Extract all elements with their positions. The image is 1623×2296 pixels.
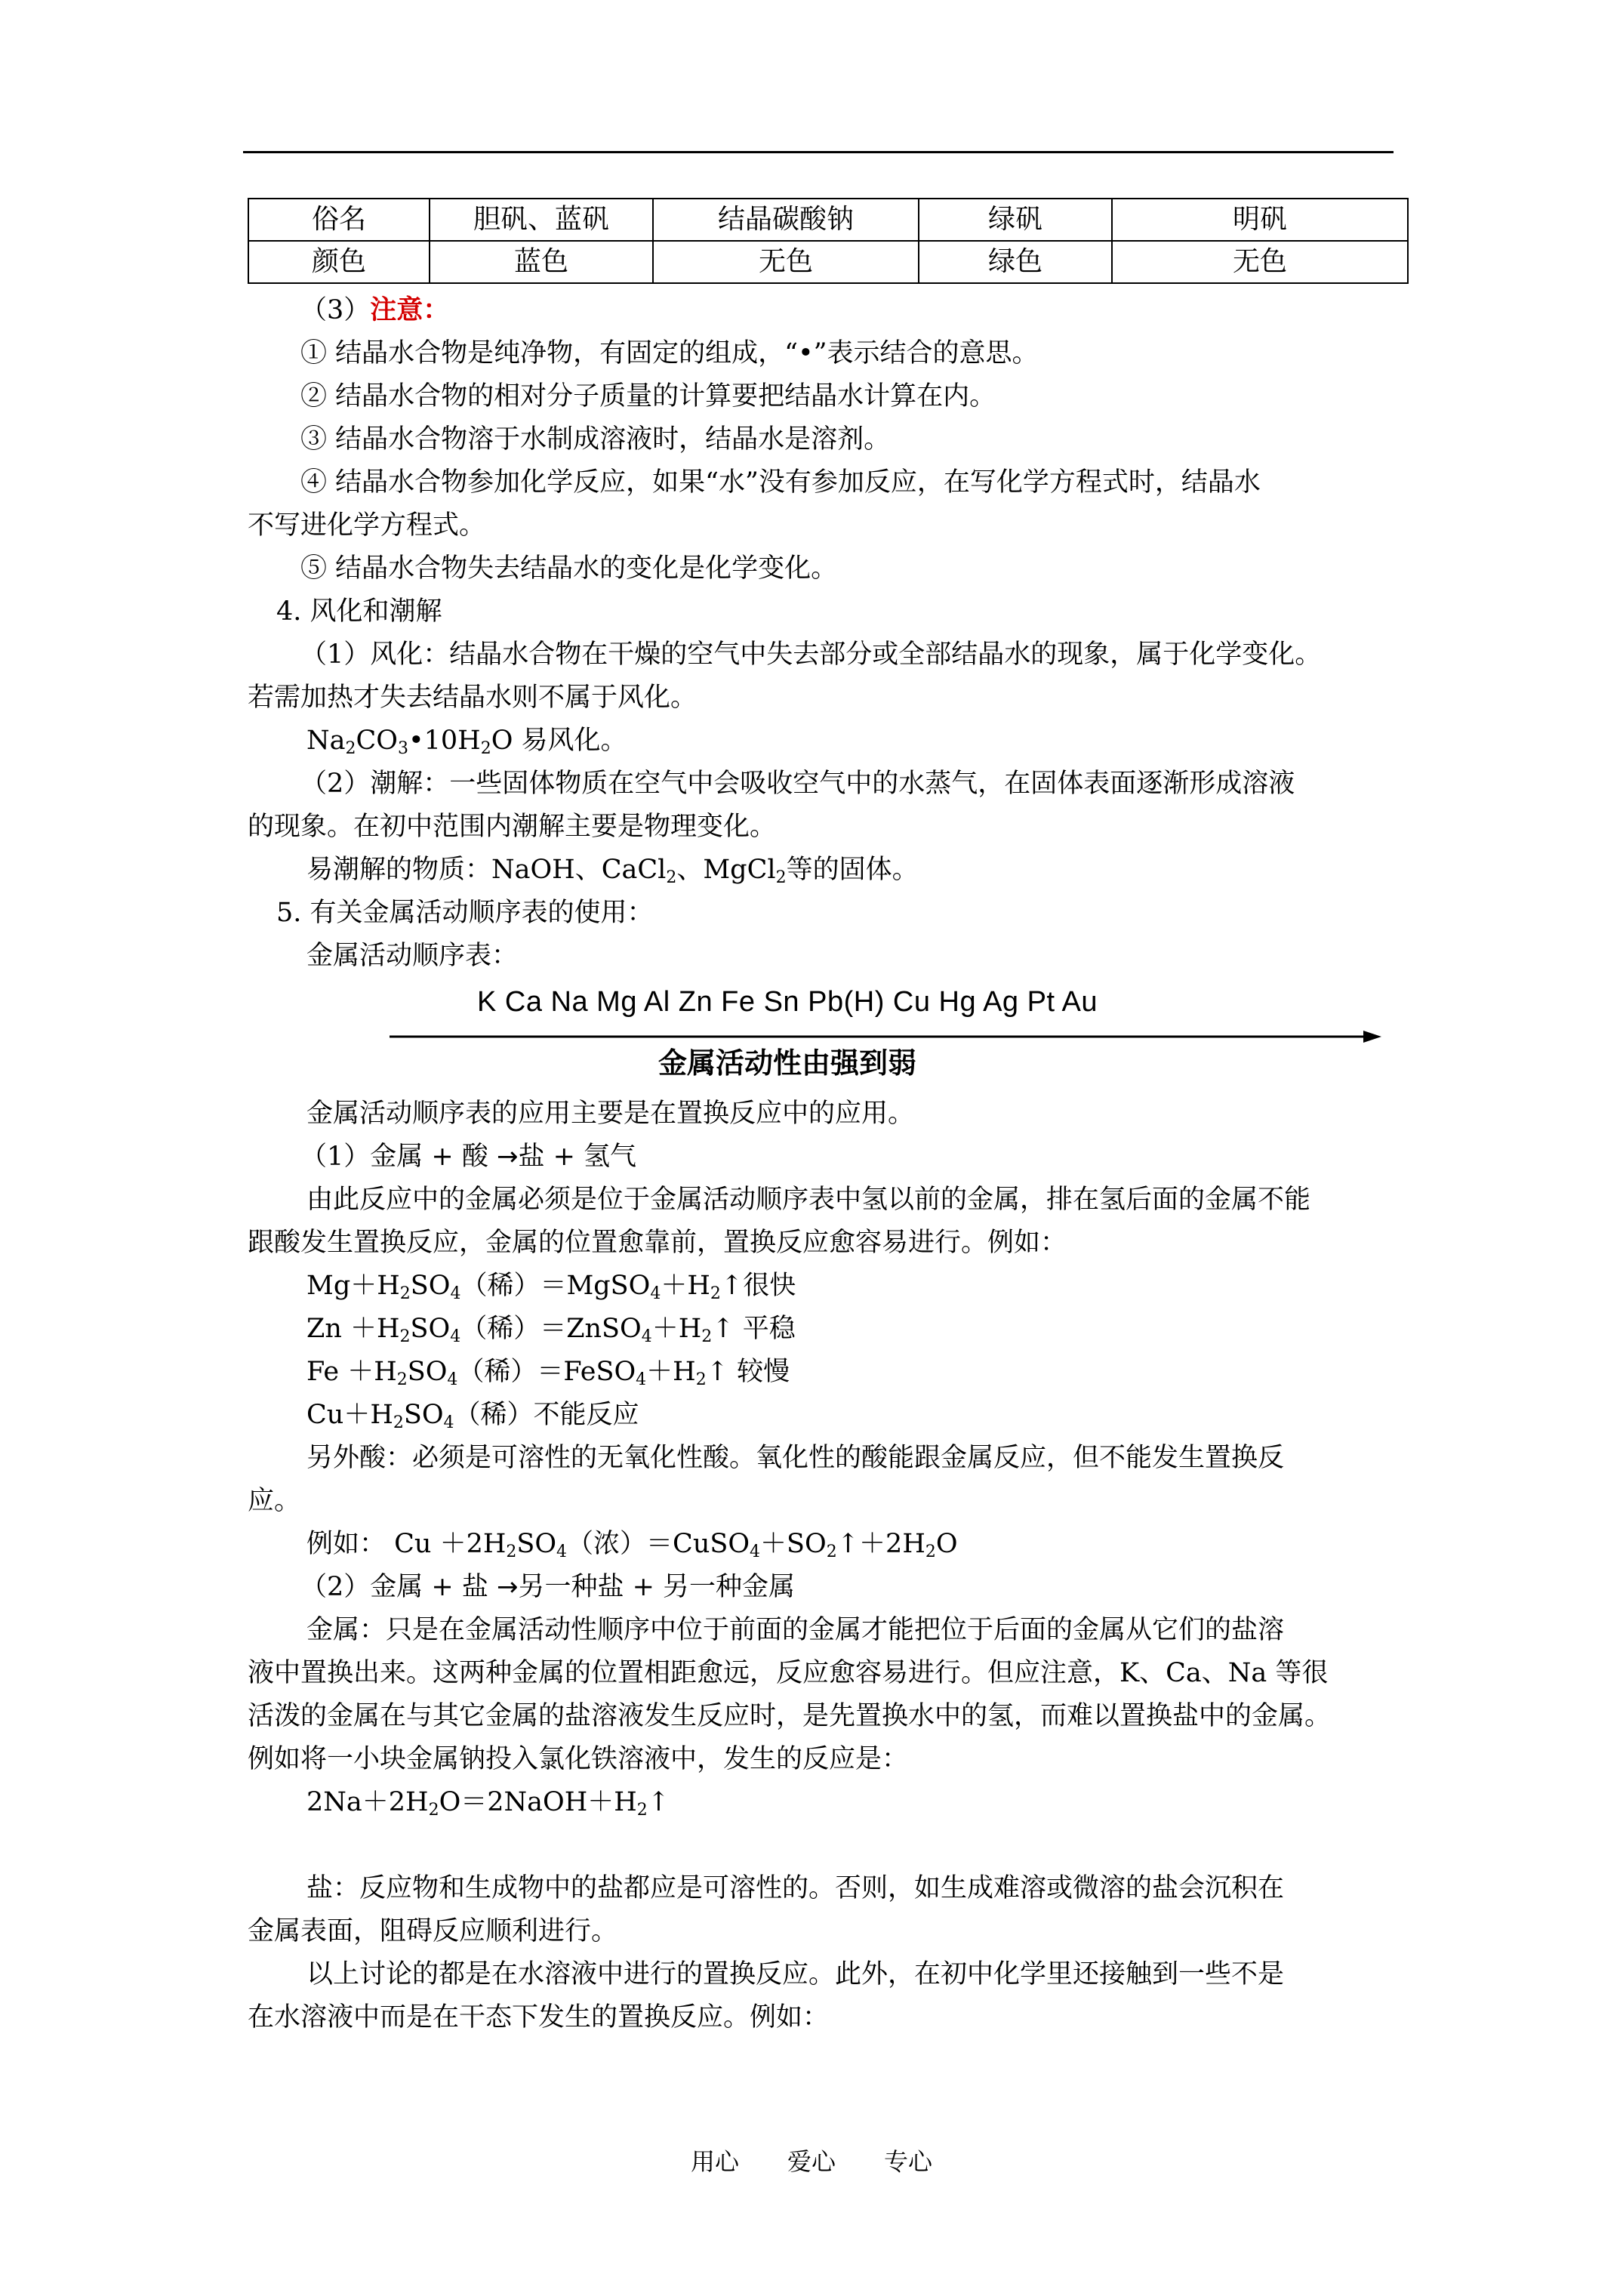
- paragraph: 在水溶液中而是在干态下发生的置换反应。例如：: [248, 2002, 830, 2032]
- paragraph: 例如将一小块金属钠投入氯化铁溶液中，发生的反应是：: [248, 1744, 909, 1774]
- table-cell: 胆矾、蓝矾: [430, 199, 653, 241]
- paragraph: 跟酸发生置换反应，金属的位置愈靠前，置换反应愈容易进行。例如：: [248, 1228, 1067, 1258]
- paragraph: 盐：反应物和生成物中的盐都应是可溶性的。否则，如生成难溶或微溶的盐会沉积在: [306, 1873, 1285, 1903]
- table-cell: 无色: [653, 241, 919, 283]
- paragraph: 另外酸：必须是可溶性的无氧化性酸。氧化性的酸能跟金属反应，但不能发生置换反: [306, 1443, 1285, 1473]
- note-item: ④ 结晶水合物参加化学反应，如果“水”没有参加反应，在写化学方程式时，结晶水: [300, 467, 1261, 498]
- paragraph: 金属：只是在金属活动性顺序中位于前面的金属才能把位于后面的金属从它们的盐溶: [306, 1615, 1285, 1645]
- paragraph: 金属表面，阻碍反应顺利进行。: [248, 1916, 618, 1946]
- paragraph: 活泼的金属在与其它金属的盐溶液发生反应时，是先置换水中的氢，而难以置换盐中的金属。: [248, 1701, 1332, 1731]
- activity-series-caption: 金属活动性由强到弱: [658, 1048, 916, 1080]
- paragraph: 由此反应中的金属必须是位于金属活动顺序表中氢以前的金属，排在氢后面的金属不能: [306, 1185, 1311, 1215]
- formula-line: 易潮解的物质：NaOH、CaCl$_2$、MgCl$_2$等的固体。: [306, 855, 919, 887]
- paragraph: 的现象。在初中范围内潮解主要是物理变化。: [248, 812, 777, 842]
- equation-na: $2Na+2H_2O=2NaOH+H_2↑$: [306, 1787, 670, 1820]
- page-content: [248, 198, 1407, 2039]
- arrow-icon: →: [496, 1142, 519, 1172]
- footer-text: 专心: [884, 2147, 933, 2176]
- activity-series-figure: [248, 979, 1407, 1093]
- table-row: [248, 241, 1408, 283]
- page-footer: [0, 2143, 1623, 2177]
- paragraph: 若需加热才失去结晶水则不属于风化。: [248, 683, 698, 713]
- equation-cu: $Cu+H_2SO_4$（稀）不能反应: [306, 1400, 639, 1432]
- note-item: ⑤ 结晶水合物失去结晶水的变化是化学变化。: [300, 553, 838, 584]
- paragraph: 金属活动顺序表的应用主要是在置换反应中的应用。: [306, 1099, 915, 1129]
- section-heading: 5. 有关金属活动顺序表的使用：: [276, 898, 654, 928]
- header-rule: [243, 151, 1394, 153]
- table-row: [248, 199, 1408, 241]
- note-item: ② 结晶水合物的相对分子质量的计算要把结晶水计算在内。: [300, 381, 996, 411]
- activity-series: K Ca Na Mg Al Zn Fe Sn Pb(H) Cu Hg Ag Pt Au: [477, 986, 1098, 1018]
- hydrate-table: [248, 198, 1409, 284]
- equation-mg: $Mg+H_2SO_4$（稀）$=MgSO_4+H_2↑$很快: [306, 1271, 796, 1303]
- section-heading: 4. 风化和潮解: [276, 596, 442, 627]
- note-item-continued: 不写进化学方程式。: [248, 510, 486, 541]
- equation-zn: $Zn +H_2SO_4$（稀）$=ZnSO_4+H_2↑$ 平稳: [306, 1314, 796, 1346]
- table-cell: 无色: [1112, 241, 1408, 283]
- equation-cu-conc: 例如： $Cu +2H_2SO_4$（浓）$=CuSO_4+SO_2↑+2H_2O$: [306, 1529, 958, 1561]
- body-text: [248, 288, 1407, 2039]
- table-cell: 颜色: [248, 241, 430, 283]
- table-cell: 明矾: [1112, 199, 1408, 241]
- reaction-title: （1）金属 + 酸 →盐 + 氢气: [300, 1142, 637, 1172]
- table-cell: 蓝色: [430, 241, 653, 283]
- footer-text: 爱心: [787, 2147, 836, 2176]
- table-cell: 结晶碳酸钠: [653, 199, 919, 241]
- paragraph: 金属活动顺序表：: [306, 941, 519, 971]
- table-cell: 绿色: [919, 241, 1112, 283]
- equation-fe: $Fe +H_2SO_4$（稀）$=FeSO_4+H_2↑$ 较慢: [306, 1357, 790, 1389]
- table-cell: 绿矾: [919, 199, 1112, 241]
- note-item: ③ 结晶水合物溶于水制成溶液时，结晶水是溶剂。: [300, 424, 891, 455]
- arrow-icon: →: [496, 1572, 519, 1602]
- paragraph: 应。: [248, 1486, 301, 1516]
- note-item: ① 结晶水合物是纯净物，有固定的组成，“•”表示结合的意思。: [300, 338, 1039, 368]
- table-cell: 俗名: [248, 199, 430, 241]
- note-title: 注意：: [370, 294, 450, 325]
- formula-line: $Na_2CO_3•10H_2O$ 易风化。: [306, 726, 627, 758]
- note-heading: [248, 288, 1407, 332]
- paragraph: （2）潮解：一些固体物质在空气中会吸收空气中的水蒸气，在固体表面逐渐形成溶液: [300, 769, 1295, 799]
- note-number: （3）: [300, 295, 371, 325]
- reaction-title: （2）金属 + 盐 →另一种盐 + 另一种金属: [300, 1572, 796, 1602]
- paragraph: 以上讨论的都是在水溶液中进行的置换反应。此外，在初中化学里还接触到一些不是: [306, 1959, 1285, 1989]
- paragraph: （1）风化：结晶水合物在干燥的空气中失去部分或全部结晶水的现象，属于化学变化。: [300, 639, 1322, 670]
- blank-line: [248, 1824, 1407, 1867]
- footer-text: 用心: [690, 2147, 739, 2176]
- paragraph: 液中置换出来。这两种金属的位置相距愈远，反应愈容易进行。但应注意，K、Ca、Na 等很: [248, 1658, 1329, 1688]
